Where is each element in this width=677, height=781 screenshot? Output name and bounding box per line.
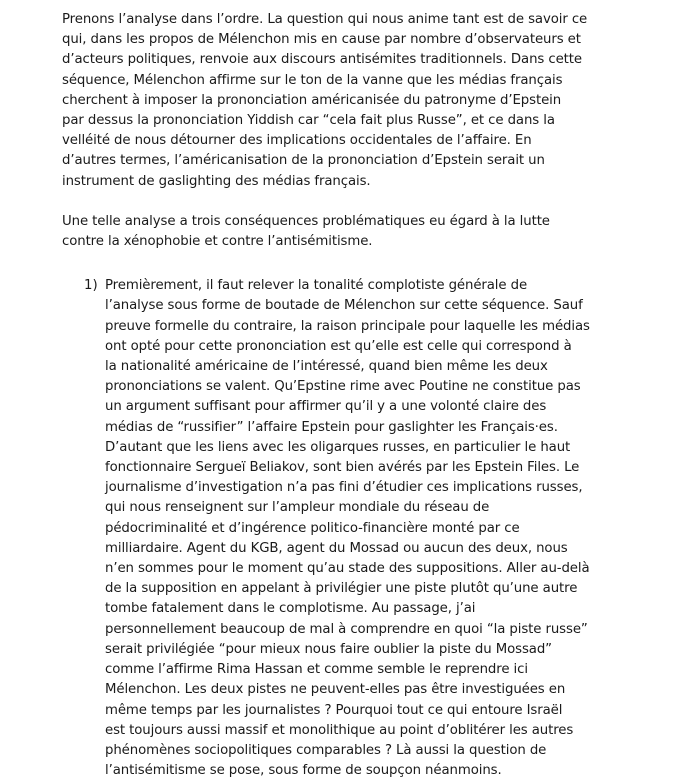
list-spacer	[62, 252, 632, 276]
document-body	[62, 10, 632, 781]
list-item-text: Premièrement, il faut relever la tonalité complotiste générale de l’analyse sous forme de boutade de Mélenchon sur cette séquence. Sauf preuve formelle du contraire, la raison principale pour laquelle les médias ont opté pour cette prononciation est qu’elle est celle qui correspond à la nationalité américaine de l’intéressé, quand bien même les deux prononciations se valent. Qu’Epstine rime avec Poutine ne constitue pas un argument suffisant pour affirmer qu’il y a une volonté claire des médias de “russifier” l’affaire Epstein pour gaslighter les Français·es. D’autant que les liens avec les oligarques russes, en particulier le haut fonctionnaire Sergueï Beliakov, sont bien avérés par les Epstein Files. Le journalisme d’investigation n’a pas fini d’étudier ces implications russes, qui nous renseignent sur l’ampleur mondiale du réseau de pédocriminalité et d’ingérence politico-financière monté par ce milliardaire. Agent du KGB, agent du Mossad ou aucun des deux, nous n’en sommes pour le moment qu’au stade des suppositions. Aller au-delà de la supposition en appelant à privilégier une piste plutôt qu’une autre tombe fatalement dans le complotisme. Au passage, j’ai personnellement beaucoup de mal à comprendre en quoi “la piste russe” serait privilégiée “pour mieux nous faire oublier la piste du Mossad” comme l’affirme Rima Hassan et comme semble le reprendre ici Mélenchon. Les deux pistes ne peuvent-elles pas être investiguées en même temps par les journalistes ? Pourquoi tout ce qui entoure Israël est toujours aussi massif et monolithique au point d’oblitérer les autres phénomènes sociopolitiques comparables ? Là aussi la question de l’antisémitisme se pose, sous forme de soupçon néanmoins.	[105, 278, 590, 779]
list-item-number: 1)	[84, 278, 98, 294]
paragraph-intro: Prenons l’analyse dans l’ordre. La question qui nous anime tant est de savoir ce qui, dans les propos de Mélenchon mis en cause par nombre d’observateurs et d’acteurs politiques, renvoie aux discours antisémites traditionnels. Dans cette séquence, Mélenchon affirme sur le ton de la vanne que les médias français cherchent à imposer la prononciation américanisée du patronyme d’Epstein par dessus la prononciation Yiddish car “cela fait plus Russe”, et ce dans la velléité de nous détourner des implications occidentales de l’affaire. En d’autres termes, l’américanisation de la prononciation d’Epstein serait un instrument de gaslighting des médias français.	[62, 12, 588, 189]
list-item	[62, 276, 632, 781]
paragraph-spacer	[62, 192, 632, 212]
paragraph-consequences: Une telle analyse a trois conséquences problématiques eu égard à la lutte contre la xénophobie et contre l’antisémitisme.	[62, 213, 550, 250]
numbered-list	[62, 276, 632, 781]
